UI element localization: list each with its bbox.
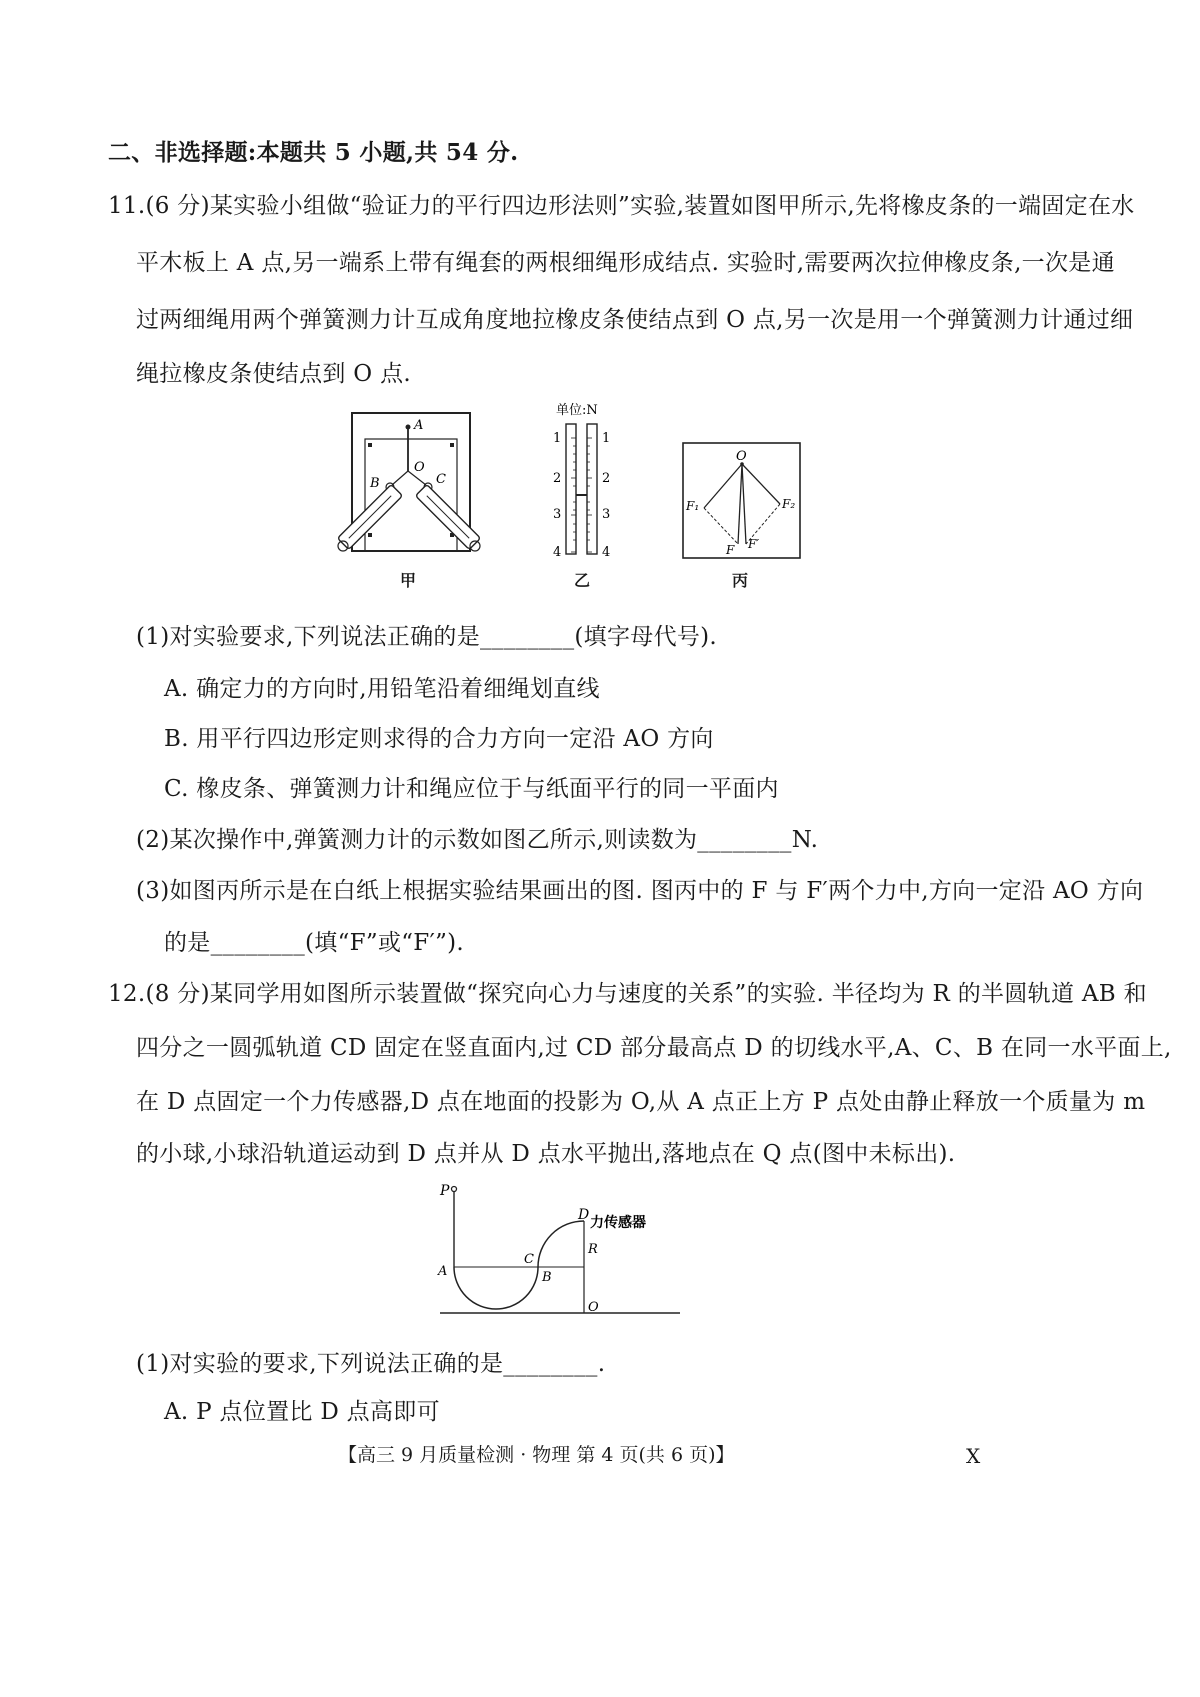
- q11-option-b: B. 用平行四边形定则求得的合力方向一定沿 AO 方向: [164, 726, 714, 752]
- figure-jia-caption: 甲: [400, 571, 417, 590]
- bing-label-f2: F₂: [782, 497, 796, 511]
- bing-label-o: O: [736, 449, 747, 464]
- q11-part-3a: (3)如图丙所示是在白纸上根据实验结果画出的图. 图丙中的 F 与 F′两个力中,方向一定沿 AO 方向: [136, 878, 1144, 904]
- track-label-sensor: 力传感器: [590, 1215, 646, 1231]
- q11-option-c: C. 橡皮条、弹簧测力计和绳应位于与纸面平行的同一平面内: [164, 776, 779, 802]
- yi-tick-1-right: 1: [602, 431, 611, 446]
- yi-unit: 单位:N: [556, 403, 598, 418]
- corner-mark: X: [966, 1444, 981, 1468]
- track-label-c: C: [524, 1252, 534, 1267]
- track-label-r: R: [588, 1242, 598, 1257]
- yi-tick-2-left: 2: [553, 471, 562, 486]
- q12-line-3: 在 D 点固定一个力传感器,D 点在地面的投影为 O,从 A 点正上方 P 点处由静止释放一个质量为 m: [136, 1089, 1146, 1115]
- track-label-b: B: [542, 1270, 552, 1285]
- bing-label-f1: F₁: [686, 499, 700, 513]
- track-label-p: P: [440, 1183, 450, 1199]
- q11-part-2: (2)某次操作中,弹簧测力计的示数如图乙所示,则读数为________N.: [136, 827, 819, 853]
- q11-line-1: 11.(6 分)某实验小组做“验证力的平行四边形法则”实验,装置如图甲所示,先将橡皮条的一端固定在水: [108, 193, 1135, 219]
- q11-option-a: A. 确定力的方向时,用铅笔沿着细绳划直线: [164, 676, 600, 702]
- q12-line-1: 12.(8 分)某同学用如图所示装置做“探究向心力与速度的关系”的实验. 半径均为 R 的半圆轨道 AB 和: [108, 981, 1147, 1007]
- jia-label-b: B: [370, 476, 380, 491]
- q12-line-4: 的小球,小球沿轨道运动到 D 点并从 D 点水平抛出,落地点在 Q 点(图中未标出).: [136, 1141, 956, 1167]
- yi-tick-4-right: 4: [602, 545, 611, 560]
- q12-line-2: 四分之一圆弧轨道 CD 固定在竖直面内,过 CD 部分最高点 D 的切线水平,A、C、B 在同一水平面上,: [136, 1035, 1172, 1061]
- yi-tick-2-right: 2: [602, 471, 611, 486]
- figure-yi-caption: 乙: [574, 571, 591, 590]
- figure-yi: [540, 398, 630, 566]
- q12-part-1: (1)对实验的要求,下列说法正确的是________.: [136, 1351, 606, 1377]
- figure-track: [430, 1175, 690, 1325]
- yi-tick-3-left: 3: [553, 507, 562, 522]
- figure-jia: [330, 405, 490, 565]
- jia-label-a: A: [414, 418, 424, 433]
- track-label-a: A: [438, 1264, 448, 1279]
- track-label-d: D: [578, 1207, 590, 1223]
- q11-line-3: 过两细绳用两个弹簧测力计互成角度地拉橡皮条使结点到 O 点,另一次是用一个弹簧测力计通过细: [136, 307, 1134, 333]
- q12-option-a: A. P 点位置比 D 点高即可: [164, 1399, 440, 1425]
- bing-label-f: F: [726, 543, 735, 557]
- yi-tick-4-left: 4: [553, 545, 562, 560]
- jia-label-c: C: [436, 472, 446, 487]
- q11-line-4: 绳拉橡皮条使结点到 O 点.: [136, 361, 411, 387]
- page-footer: 【高三 9 月质量检测 · 物理 第 4 页(共 6 页)】: [338, 1444, 735, 1466]
- figure-bing: [680, 440, 804, 564]
- section-heading: 二、非选择题:本题共 5 小题,共 54 分.: [108, 139, 519, 166]
- bing-label-fprime: F′: [748, 537, 760, 551]
- q11-part-3b: 的是________(填“F”或“F′”).: [164, 930, 465, 956]
- q11-part-1: (1)对实验要求,下列说法正确的是________(填字母代号).: [136, 624, 718, 650]
- yi-tick-3-right: 3: [602, 507, 611, 522]
- q11-line-2: 平木板上 A 点,另一端系上带有绳套的两根细绳形成结点. 实验时,需要两次拉伸橡皮条,一次是通: [136, 250, 1115, 276]
- yi-tick-1-left: 1: [553, 431, 562, 446]
- track-label-o: O: [588, 1300, 599, 1315]
- figure-bing-caption: 丙: [732, 571, 749, 590]
- jia-label-o: O: [414, 460, 425, 475]
